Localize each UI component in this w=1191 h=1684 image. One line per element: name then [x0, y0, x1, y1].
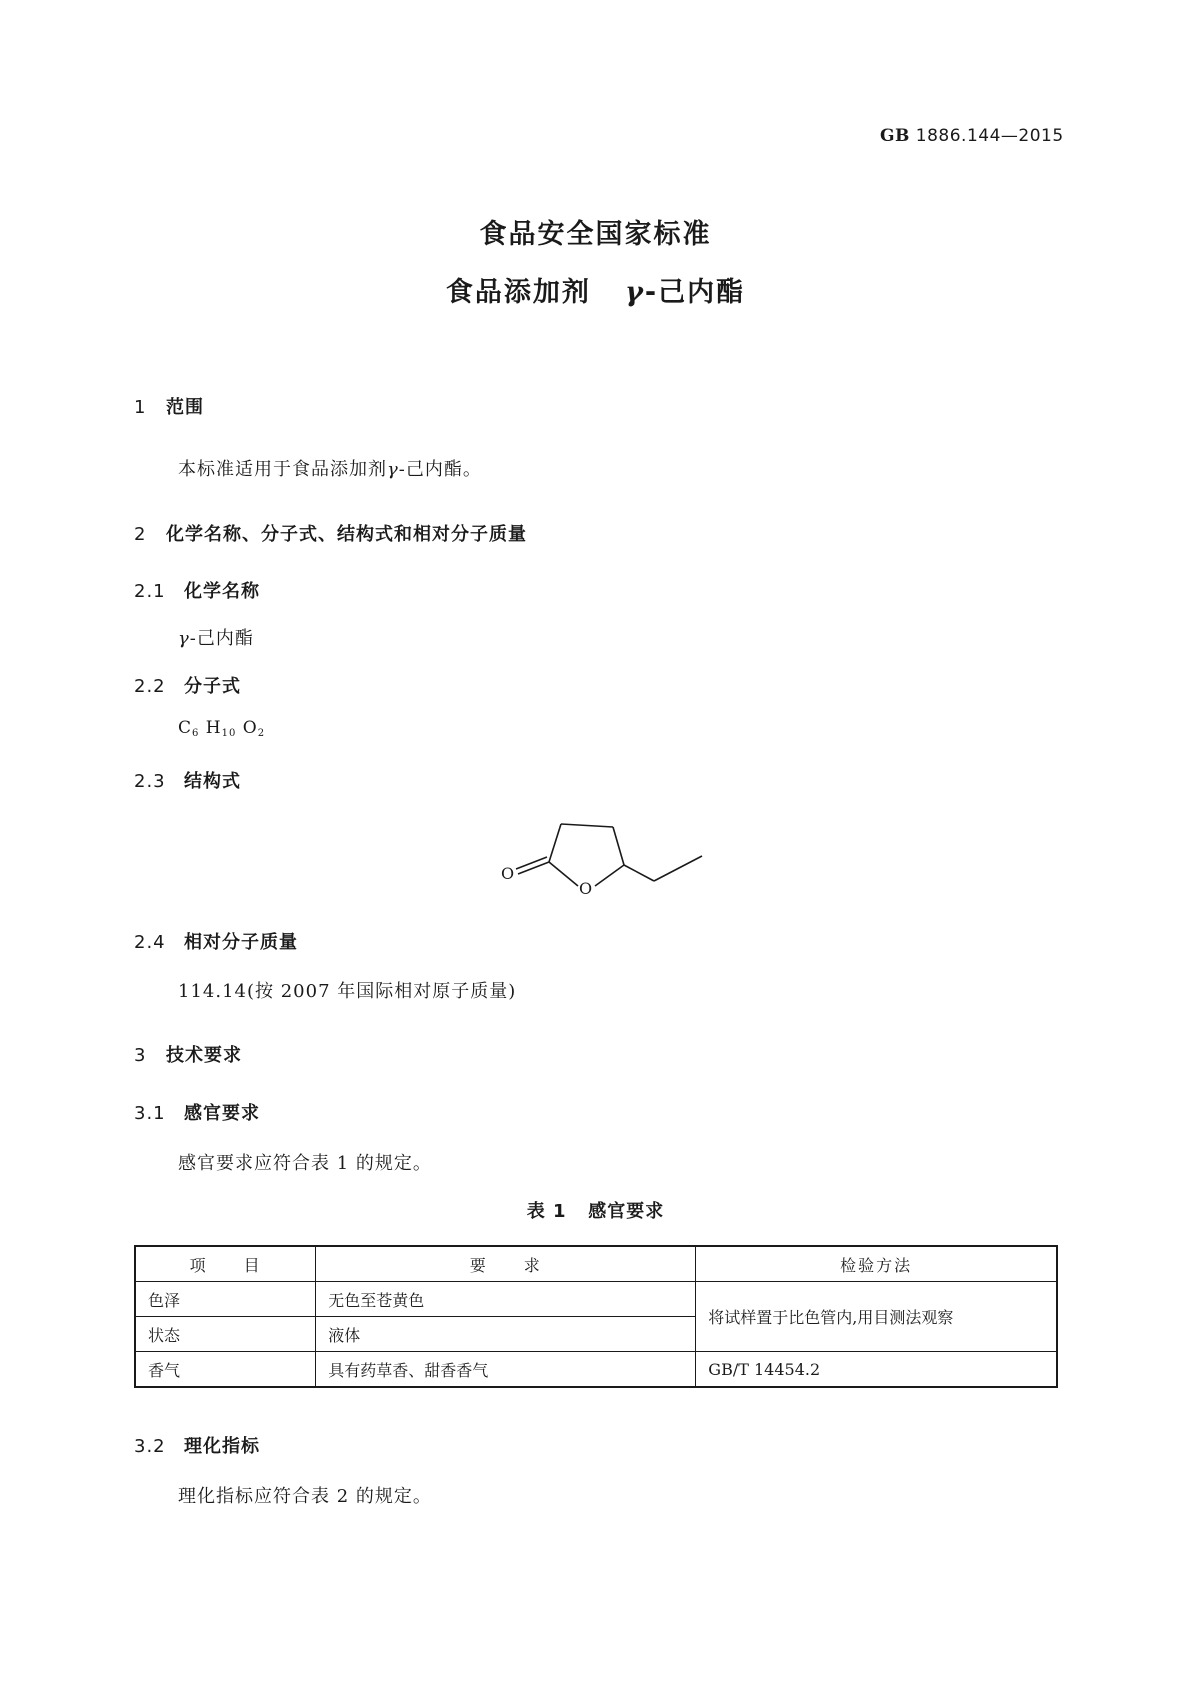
section-3-2-heading [134, 1432, 260, 1458]
table-title: 感官要求 [588, 1201, 665, 1222]
subtitle-prefix: 食品添加剂 [445, 277, 591, 308]
molecular-formula [178, 718, 265, 739]
gamma-symbol: γ [387, 459, 399, 480]
table-1-caption [0, 1197, 1191, 1223]
element-symbol: H [205, 718, 222, 738]
section-1-heading [134, 393, 204, 419]
element-subscript: 6 [192, 728, 200, 739]
molecular-mass: 114.14(按 2007 年国际相对原子质量) [178, 981, 517, 1002]
ring-bond [549, 862, 578, 886]
element-symbol: O [242, 718, 258, 738]
subtitle-suffix: -己内酯 [644, 277, 746, 308]
body-text: 本标准适用于食品添加剂 [178, 459, 387, 480]
standard-number: 1886.144—2015 [915, 126, 1064, 146]
section-3-heading [134, 1041, 242, 1067]
section-number: 2.4 [134, 932, 166, 953]
cell-requirement: 液体 [316, 1317, 696, 1352]
section-number: 3 [134, 1045, 147, 1066]
section-title: 分子式 [184, 676, 241, 697]
header-item: 项 目 [135, 1246, 316, 1282]
double-bond [516, 857, 547, 869]
header-method: 检验方法 [696, 1246, 1057, 1282]
carbonyl-oxygen: O [501, 864, 515, 883]
table-row [135, 1352, 1057, 1388]
element-symbol: C [178, 718, 193, 738]
cell-item: 色泽 [135, 1282, 316, 1317]
section-title: 理化指标 [184, 1436, 260, 1457]
standard-prefix: GB [880, 126, 910, 146]
element-subscript: 2 [257, 728, 266, 739]
section-2-2-heading [134, 672, 241, 698]
section-3-1-body: 感官要求应符合表 1 的规定。 [178, 1153, 432, 1174]
section-2-3-heading [134, 767, 241, 793]
cell-method: GB/T 14454.2 [696, 1352, 1057, 1388]
ring-bond [549, 824, 561, 862]
cell-item: 状态 [135, 1317, 316, 1352]
table-header-row [135, 1246, 1057, 1282]
section-title: 化学名称、分子式、结构式和相对分子质量 [166, 524, 527, 545]
doc-title: 食品安全国家标准 [479, 219, 712, 250]
section-1-body [178, 455, 482, 481]
section-2-heading [134, 520, 527, 546]
ethyl-bond [654, 856, 702, 881]
section-number: 2.1 [134, 581, 166, 602]
section-title: 感官要求 [184, 1103, 260, 1124]
table-1 [134, 1245, 1058, 1388]
cell-requirement: 具有药草香、甜香香气 [316, 1352, 696, 1388]
section-number: 1 [134, 397, 147, 418]
gamma-symbol: γ [178, 628, 190, 649]
chemical-name [178, 624, 254, 650]
double-bond [518, 862, 549, 874]
section-number: 2.3 [134, 771, 166, 792]
ethyl-bond [624, 865, 654, 881]
section-2-1-heading [134, 577, 260, 603]
section-3-1-heading [134, 1099, 260, 1125]
section-number: 2 [134, 524, 147, 545]
cell-item: 香气 [135, 1352, 316, 1388]
section-2-4-heading [134, 928, 298, 954]
cell-requirement: 无色至苍黄色 [316, 1282, 696, 1317]
doc-subtitle [0, 270, 1191, 309]
subtitle-gamma: γ [625, 277, 645, 308]
section-number: 3.1 [134, 1103, 166, 1124]
section-title: 技术要求 [166, 1045, 242, 1066]
ring-bond [595, 865, 624, 886]
section-3-2-body: 理化指标应符合表 2 的规定。 [178, 1486, 432, 1507]
structural-formula [480, 800, 720, 920]
section-number: 2.2 [134, 676, 166, 697]
cell-method-merged: 将试样置于比色管内,用目测法观察 [696, 1282, 1057, 1352]
section-title: 化学名称 [184, 581, 260, 602]
header-requirement: 要 求 [316, 1246, 696, 1282]
body-text: -己内酯。 [398, 459, 482, 480]
ring-bond [613, 827, 624, 865]
standard-code [880, 126, 1064, 146]
section-number: 3.2 [134, 1436, 166, 1457]
section-title: 结构式 [184, 771, 241, 792]
ring-bond [561, 824, 613, 827]
body-text: -己内酯 [189, 628, 254, 649]
section-title: 相对分子质量 [184, 932, 298, 953]
table-number: 表 1 [526, 1201, 567, 1222]
table-row [135, 1282, 1057, 1317]
element-subscript: 10 [221, 728, 237, 739]
molecule-bonds [516, 824, 702, 886]
ring-oxygen: O [579, 879, 593, 898]
section-title: 范围 [166, 397, 204, 418]
